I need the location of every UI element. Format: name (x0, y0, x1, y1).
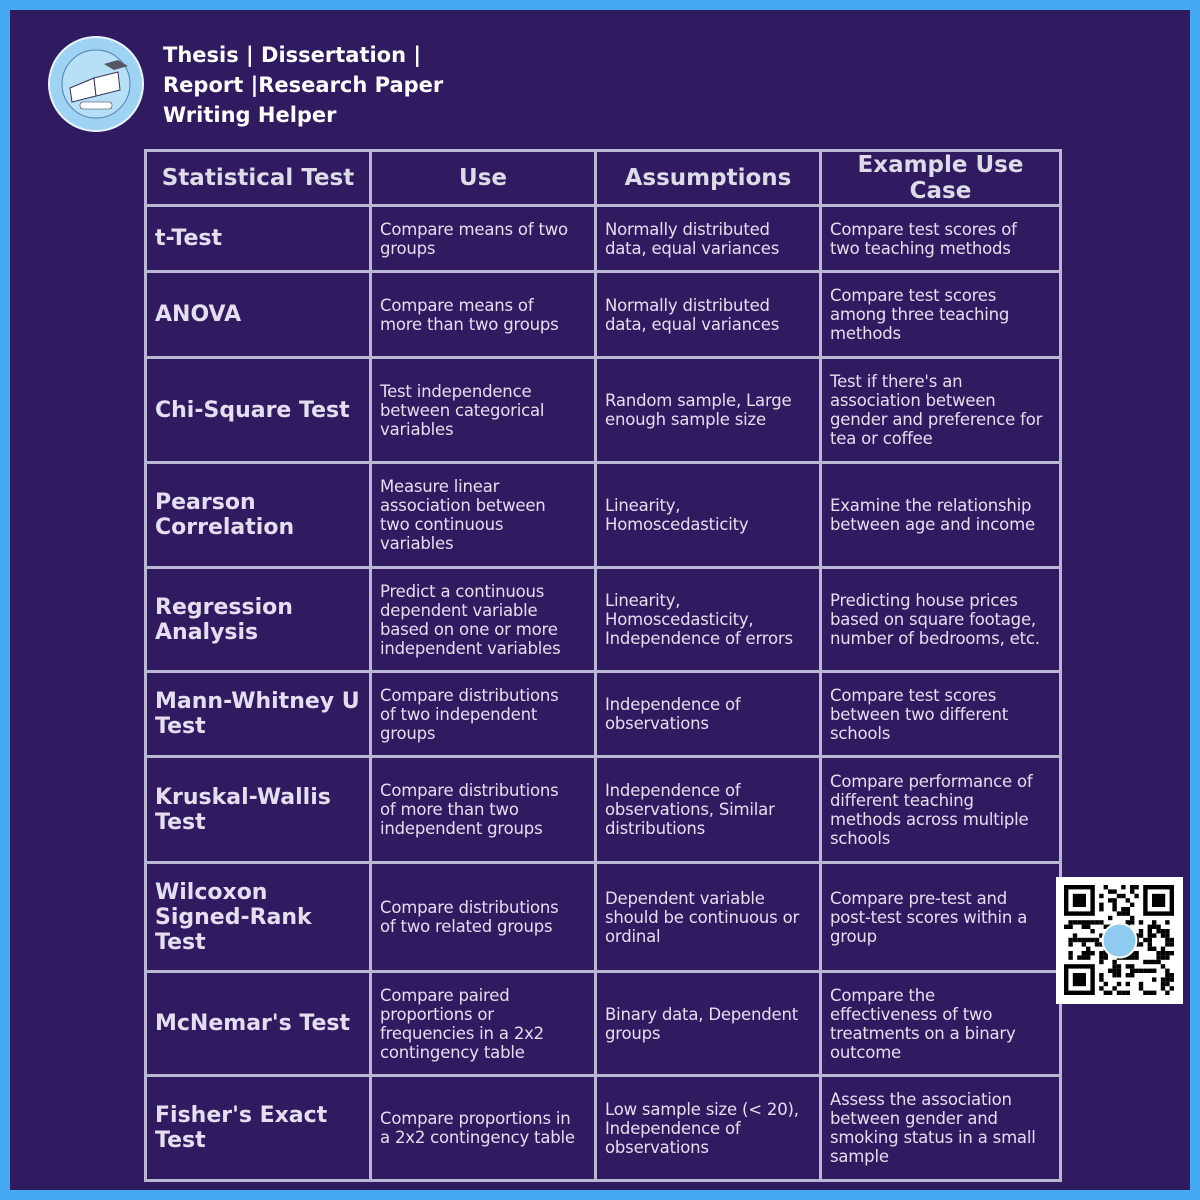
qr-module (1068, 938, 1072, 942)
qr-module (1165, 933, 1169, 937)
brand-logo (48, 36, 144, 132)
brand-title-line: Thesis | Dissertation | (163, 43, 422, 67)
qr-module (1148, 969, 1152, 973)
qr-module (1117, 911, 1121, 915)
qr-module (1170, 973, 1174, 977)
qr-module (1134, 969, 1138, 973)
cell-assumptions: Linearity, Homoscedasticity, Independence of errors (596, 568, 821, 672)
qr-module (1152, 969, 1156, 973)
qr-module (1077, 955, 1081, 959)
qr-module (1170, 986, 1174, 990)
qr-module (1104, 991, 1108, 995)
qr-module (1134, 894, 1138, 898)
qr-module (1108, 889, 1112, 893)
qr-module (1143, 991, 1147, 995)
qr-module (1139, 986, 1143, 990)
qr-module (1117, 982, 1121, 986)
cell-test: Wilcoxon Signed-Rank Test (146, 863, 371, 972)
qr-module (1161, 955, 1165, 959)
qr-module (1139, 982, 1143, 986)
qr-module (1099, 977, 1103, 981)
cell-use: Measure linear association between two continuous variables (371, 463, 596, 568)
qr-module (1126, 982, 1130, 986)
qr-module (1148, 929, 1152, 933)
brand-title-line: Report |Research Paper (163, 73, 444, 97)
qr-module (1108, 991, 1112, 995)
qr-module (1104, 955, 1108, 959)
qr-module (1095, 938, 1099, 942)
cell-use: Compare distributions of two independent groups (371, 672, 596, 757)
cell-test: Chi-Square Test (146, 358, 371, 463)
qr-module (1077, 938, 1081, 942)
qr-module (1139, 929, 1143, 933)
cell-test: Fisher's Exact Test (146, 1076, 371, 1181)
qr-module (1130, 903, 1134, 907)
cell-test: Mann-Whitney U Test (146, 672, 371, 757)
qr-module (1139, 920, 1143, 924)
qr-module (1117, 964, 1121, 968)
qr-module (1086, 925, 1090, 929)
qr-module (1086, 951, 1090, 955)
qr-module (1130, 955, 1134, 959)
qr-module (1090, 938, 1094, 942)
cell-assumptions: Normally distributed data, equal variances (596, 272, 821, 358)
table-row (146, 972, 1061, 1076)
qr-module (1152, 991, 1156, 995)
cell-test: t-Test (146, 206, 371, 272)
qr-module (1099, 903, 1103, 907)
qr-module (1099, 986, 1103, 990)
qr-module (1099, 951, 1103, 955)
qr-module (1073, 894, 1086, 907)
qr-module (1130, 920, 1134, 924)
header-use: Use (371, 151, 596, 206)
qr-module (1165, 973, 1169, 977)
table-row (146, 463, 1061, 568)
qr-module (1126, 898, 1130, 902)
qr-module (1090, 929, 1094, 933)
table-row (146, 358, 1061, 463)
qr-module (1112, 969, 1116, 973)
brand-title (163, 40, 443, 130)
qr-module (1130, 969, 1134, 973)
cell-example: Compare performance of different teaching methods across multiple schools (821, 757, 1061, 863)
qr-module (1126, 911, 1130, 915)
table-row (146, 757, 1061, 863)
qr-module (1165, 920, 1169, 924)
cell-example: Test if there's an association between gender and preference for tea or coffee (821, 358, 1061, 463)
cell-use: Test independence between categorical variables (371, 358, 596, 463)
qr-module (1152, 947, 1156, 951)
qr-module (1082, 938, 1086, 942)
qr-module (1099, 973, 1103, 977)
qr-module (1152, 933, 1156, 937)
header-assumptions: Assumptions (596, 151, 821, 206)
qr-module (1090, 951, 1094, 955)
qr-module (1126, 991, 1130, 995)
cell-test: ANOVA (146, 272, 371, 358)
qr-module (1099, 907, 1103, 911)
qr-module (1148, 942, 1152, 946)
cell-assumptions: Dependent variable should be continuous or ordinal (596, 863, 821, 972)
cell-assumptions: Normally distributed data, equal variances (596, 206, 821, 272)
cell-assumptions: Independence of observations, Similar distributions (596, 757, 821, 863)
qr-module (1170, 942, 1174, 946)
qr-module (1161, 964, 1165, 968)
qr-module (1134, 951, 1138, 955)
qr-module (1165, 929, 1169, 933)
qr-module (1086, 920, 1090, 924)
qr-module (1130, 964, 1134, 968)
qr-module (1148, 925, 1152, 929)
qr-module (1095, 920, 1099, 924)
qr-module (1073, 973, 1086, 986)
qr-module (1099, 920, 1103, 924)
qr-module (1161, 929, 1165, 933)
cell-example: Compare the effectiveness of two treatments on a binary outcome (821, 972, 1061, 1076)
cell-use: Compare paired proportions or frequencies in a 2x2 contingency table (371, 972, 596, 1076)
qr-module (1112, 960, 1116, 964)
cell-example: Compare pre-test and post-test scores within a group (821, 863, 1061, 972)
qr-module (1134, 885, 1138, 889)
qr-module (1112, 898, 1116, 902)
qr-module (1148, 960, 1152, 964)
qr-module (1148, 933, 1152, 937)
qr-module (1117, 973, 1121, 977)
qr-module (1099, 955, 1103, 959)
qr-module (1077, 920, 1081, 924)
qr-module (1130, 973, 1134, 977)
table-row (146, 863, 1061, 972)
qr-module (1086, 947, 1090, 951)
qr-module (1121, 894, 1125, 898)
qr-module (1165, 969, 1169, 973)
header-statistical-test: Statistical Test (146, 151, 371, 206)
qr-module (1139, 969, 1143, 973)
qr-module (1165, 991, 1169, 995)
qr-module (1161, 933, 1165, 937)
qr-module (1165, 955, 1169, 959)
qr-module (1082, 920, 1086, 924)
qr-module (1152, 920, 1156, 924)
qr-module (1156, 955, 1160, 959)
qr-module (1090, 920, 1094, 924)
qr-module (1143, 969, 1147, 973)
qr-module (1068, 955, 1072, 959)
qr-module (1134, 955, 1138, 959)
table-row (146, 568, 1061, 672)
qr-module (1148, 991, 1152, 995)
qr-module (1156, 929, 1160, 933)
qr-module (1121, 911, 1125, 915)
qr-module (1165, 938, 1169, 942)
qr-module (1165, 982, 1169, 986)
qr-module (1112, 903, 1116, 907)
qr-module (1082, 925, 1086, 929)
qr-module (1126, 907, 1130, 911)
qr-module (1156, 960, 1160, 964)
qr-module (1104, 885, 1108, 889)
qr-module (1104, 982, 1108, 986)
cell-use: Compare proportions in a 2x2 contingency table (371, 1076, 596, 1181)
qr-module (1068, 925, 1072, 929)
qr-module (1165, 942, 1169, 946)
cell-assumptions: Independence of observations (596, 672, 821, 757)
cell-assumptions: Low sample size (< 20), Independence of observations (596, 1076, 821, 1181)
qr-module (1112, 964, 1116, 968)
qr-module (1121, 991, 1125, 995)
brand-title-line: Writing Helper (163, 103, 337, 127)
qr-module (1108, 898, 1112, 902)
cell-test: McNemar's Test (146, 972, 371, 1076)
qr-module (1161, 977, 1165, 981)
qr-module (1161, 982, 1165, 986)
cell-use: Compare distributions of two related groups (371, 863, 596, 972)
cell-example: Assess the association between gender and smoking status in a small sample (821, 1076, 1061, 1181)
qr-code (1056, 877, 1183, 1004)
qr-module (1068, 942, 1072, 946)
qr-module (1165, 951, 1169, 955)
qr-module (1086, 955, 1090, 959)
qr-module (1139, 942, 1143, 946)
qr-module (1156, 951, 1160, 955)
table-row (146, 272, 1061, 358)
qr-module (1170, 977, 1174, 981)
qr-module (1086, 938, 1090, 942)
qr-module (1152, 960, 1156, 964)
statistical-tests-table (144, 149, 1062, 1182)
qr-module (1130, 885, 1134, 889)
cell-use: Predict a continuous dependent variable based on one or more independent variables (371, 568, 596, 672)
qr-module (1068, 951, 1072, 955)
qr-module (1121, 907, 1125, 911)
qr-module (1161, 947, 1165, 951)
qr-module (1082, 955, 1086, 959)
cell-example: Compare test scores among three teaching methods (821, 272, 1061, 358)
qr-module (1170, 951, 1174, 955)
cell-use: Compare distributions of more than two independent groups (371, 757, 596, 863)
cell-use: Compare means of two groups (371, 206, 596, 272)
qr-module (1108, 969, 1112, 973)
qr-logo-icon (1103, 924, 1137, 958)
qr-module (1148, 938, 1152, 942)
qr-module (1130, 916, 1134, 920)
qr-module (1112, 889, 1116, 893)
cell-example: Compare test scores between two different schools (821, 672, 1061, 757)
qr-module (1099, 894, 1103, 898)
qr-module (1064, 925, 1068, 929)
cell-test: Pearson Correlation (146, 463, 371, 568)
table-row (146, 206, 1061, 272)
qr-module (1073, 933, 1077, 937)
qr-module (1112, 907, 1116, 911)
cell-example: Compare test scores of two teaching methods (821, 206, 1061, 272)
qr-module (1082, 951, 1086, 955)
qr-module (1161, 951, 1165, 955)
qr-module (1126, 973, 1130, 977)
qr-module (1112, 973, 1116, 977)
cell-example: Examine the relationship between age and income (821, 463, 1061, 568)
table-row (146, 672, 1061, 757)
table-header-row (146, 151, 1061, 206)
header-example-use-case: Example Use Case (821, 151, 1061, 206)
qr-module (1121, 885, 1125, 889)
qr-module (1082, 942, 1086, 946)
cell-test: Kruskal-Wallis Test (146, 757, 371, 863)
qr-module (1099, 960, 1103, 964)
qr-module (1152, 977, 1156, 981)
qr-module (1068, 920, 1072, 924)
table-row (146, 1076, 1061, 1181)
qr-module (1126, 964, 1130, 968)
qr-module (1130, 889, 1134, 893)
qr-module (1073, 920, 1077, 924)
qr-module (1165, 977, 1169, 981)
cell-assumptions: Linearity, Homoscedasticity (596, 463, 821, 568)
cell-example: Predicting house prices based on square footage, number of bedrooms, etc. (821, 568, 1061, 672)
qr-module (1152, 925, 1156, 929)
qr-module (1156, 925, 1160, 929)
qr-module (1108, 916, 1112, 920)
cell-test: Regression Analysis (146, 568, 371, 672)
qr-module (1095, 942, 1099, 946)
cell-assumptions: Binary data, Dependent groups (596, 972, 821, 1076)
qr-module (1143, 960, 1147, 964)
qr-module (1143, 938, 1147, 942)
qr-module (1117, 991, 1121, 995)
cell-assumptions: Random sample, Large enough sample size (596, 358, 821, 463)
qr-module (1170, 938, 1174, 942)
qr-module (1117, 894, 1121, 898)
qr-module (1152, 894, 1165, 907)
qr-module (1117, 969, 1121, 973)
qr-module (1148, 947, 1152, 951)
cell-use: Compare means of more than two groups (371, 272, 596, 358)
qr-module (1073, 938, 1077, 942)
qr-module (1112, 986, 1116, 990)
qr-module (1161, 986, 1165, 990)
qr-module (1139, 933, 1143, 937)
